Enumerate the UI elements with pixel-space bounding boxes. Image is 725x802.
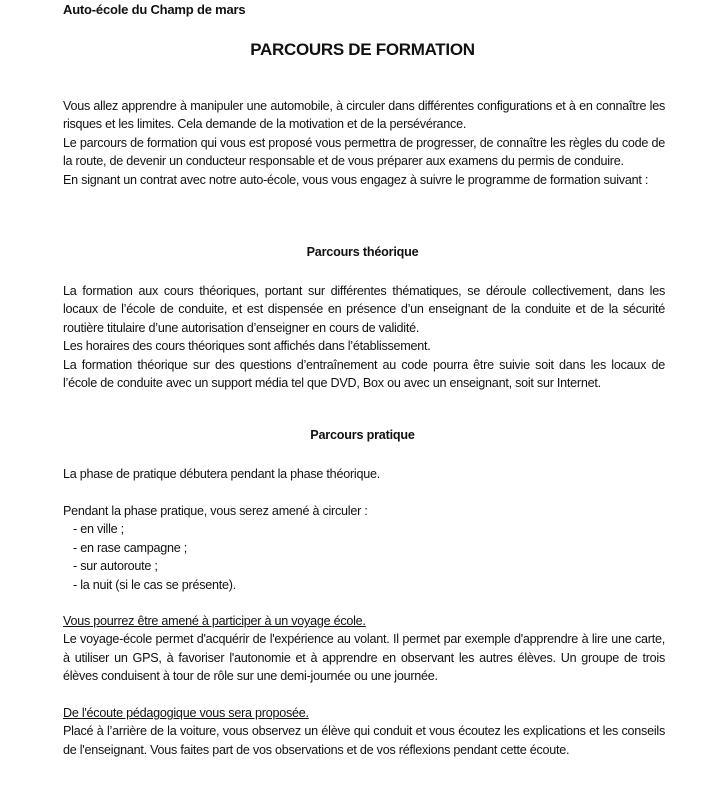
practice-intro	[63, 465, 665, 483]
intro-paragraph-2: Le parcours de formation qui vous est proposé vous permettra de progresser, de connaître les règles du code de la route, de devenir un conducteur responsable et de vous préparer aux examens du permis de conduire.	[63, 135, 665, 169]
theory-section	[63, 282, 665, 392]
practice-paragraph-1: La phase de pratique débutera pendant la phase théorique.	[63, 467, 380, 481]
trip-heading: Vous pourrez être amené à participer à un voyage école.	[63, 614, 366, 628]
list-item: - en ville ;	[73, 522, 124, 537]
list-item: - sur autoroute ;	[73, 559, 158, 574]
school-name-header: Auto-école du Champ de mars	[63, 2, 246, 17]
page-title: PARCOURS DE FORMATION	[250, 40, 475, 59]
listening-heading: De l'écoute pédagogique vous sera proposée.	[63, 706, 309, 720]
theory-paragraph-1: La formation aux cours théoriques, portant sur différentes thématiques, se déroule collectivement, dans les locaux de l’école de conduite, et est dispensée en présence d’un enseignant de la conduite et de la sécurité routière titulaire d’une autorisation d’enseigner en cours de validité.	[63, 284, 665, 335]
theory-paragraph-2: Les horaires des cours théoriques sont affichés dans l’établissement.	[63, 339, 431, 354]
list-item: - en rase campagne ;	[73, 540, 188, 555]
intro-section	[63, 97, 665, 189]
trip-paragraph: Le voyage-école permet d'acquérir de l'expérience au volant. Il permet par exemple d'apprendre à lire une carte, à utiliser un GPS, à favoriser l'autonomie et à apprendre en observant les autres élèves. Un groupe de trois élèves conduisent à tour de rôle sur une demi-journée ou une journée.	[63, 632, 665, 684]
listening-section	[63, 704, 665, 759]
intro-paragraph-1: Vous allez apprendre à manipuler une automobile, à circuler dans différentes configurations et à en connaître les risques et les limites. Cela demande de la motivation et de la persévérance.	[63, 99, 665, 132]
practice-list-section	[63, 502, 665, 594]
listening-paragraph: Placé à l’arrière de la voiture, vous observez un élève qui conduit et vous écoutez les explications et les conseils de l'enseignant. Vous faites part de vos observations et de vos réflexions pendant cette écoute.	[63, 724, 665, 757]
practice-locations-list	[63, 520, 665, 594]
trip-section	[63, 612, 665, 686]
intro-paragraph-3: En signant un contrat avec notre auto-école, vous vous engagez à suivre le programme de formation suivant :	[63, 172, 649, 187]
theory-paragraph-3: La formation théorique sur des questions d’entraînement au code pourra être suivie soit dans les locaux de l’école de conduite avec un support média tel que DVD, Box ou avec un enseignant, soit sur Internet.	[63, 357, 665, 391]
theory-heading: Parcours théorique	[306, 245, 419, 259]
practice-heading: Parcours pratique	[310, 428, 415, 442]
practice-list-intro: Pendant la phase pratique, vous serez amené à circuler :	[63, 504, 368, 518]
list-item: - la nuit (si le cas se présente).	[73, 577, 236, 592]
